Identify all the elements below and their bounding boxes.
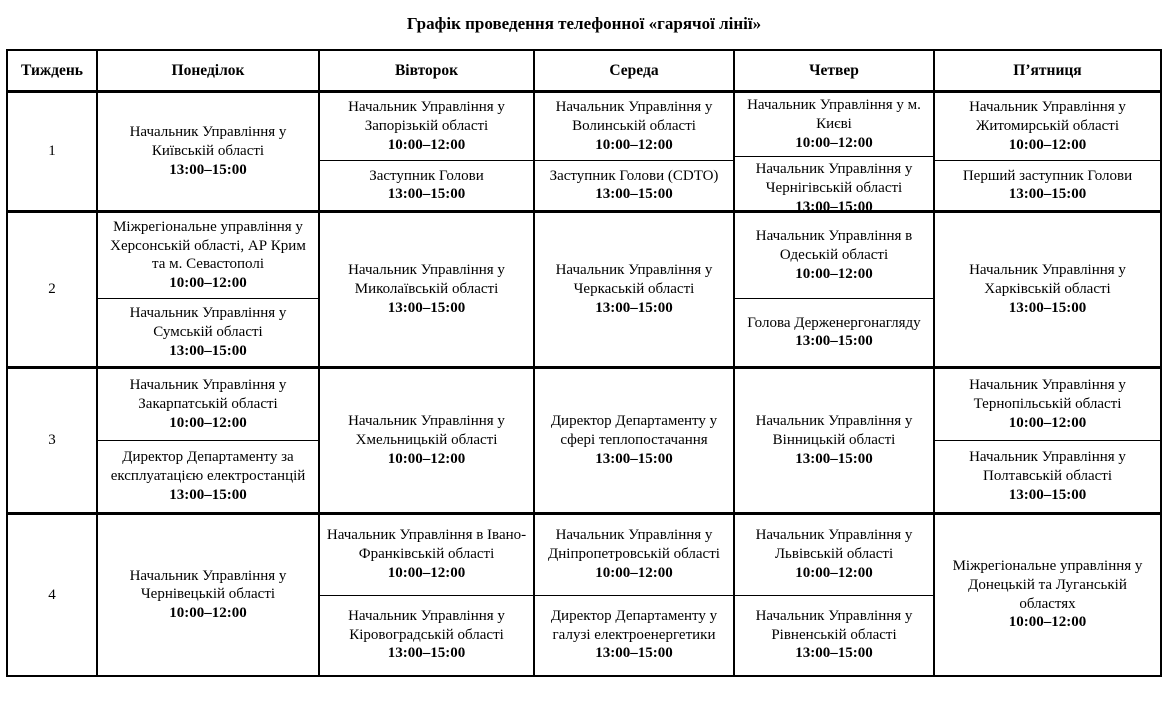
entry-person: Директор Департаменту у сфері теплопостачання	[550, 413, 718, 448]
entry-person: Заступник Голови (CDTO)	[549, 167, 719, 184]
entry-time: 10:00–12:00	[169, 605, 247, 621]
entry-time: 10:00–12:00	[795, 265, 873, 282]
week-number-2: 2	[8, 213, 98, 369]
entry-time: 13:00–15:00	[169, 161, 247, 178]
schedule-entry	[98, 93, 318, 210]
entry-person: Начальник Управління у Сумській області	[129, 305, 287, 340]
schedule-entry	[320, 369, 533, 512]
schedule-entry	[935, 369, 1160, 440]
cell-week4-tuesday	[320, 515, 535, 675]
cell-week2-friday	[935, 213, 1160, 369]
schedule-entry	[735, 595, 933, 676]
header-monday: Понеділок	[98, 51, 320, 93]
entry-time: 10:00–12:00	[387, 450, 466, 467]
entry-person: Начальник Управління у Волинській області	[555, 99, 713, 134]
entry-person: Начальник Управління у Житомирській області	[969, 99, 1126, 134]
cell-week3-friday	[935, 369, 1160, 515]
cell-week1-tuesday	[320, 93, 535, 213]
entry-time: 13:00–15:00	[387, 186, 466, 203]
entry-time: 10:00–12:00	[595, 136, 673, 153]
schedule-entry	[320, 213, 533, 366]
cell-week3-tuesday	[320, 369, 535, 515]
entry-person: Начальник Управління у м. Києві	[747, 97, 921, 132]
schedule-entry	[535, 160, 733, 210]
week-number-1: 1	[8, 93, 98, 213]
schedule-entry	[98, 440, 318, 512]
schedule-entry	[935, 515, 1160, 675]
schedule-entry	[735, 93, 933, 156]
entry-time: 10:00–12:00	[795, 134, 873, 151]
cell-week2-tuesday	[320, 213, 535, 369]
entry-person: Начальник Управління в Одеській області	[755, 228, 913, 263]
entry-time: 10:00–12:00	[1008, 414, 1087, 431]
schedule-entry	[98, 213, 318, 298]
week-number-3: 3	[8, 369, 98, 515]
schedule-entry	[320, 160, 533, 210]
schedule-entry	[535, 93, 733, 160]
entry-time: 10:00–12:00	[795, 564, 873, 581]
entry-time: 13:00–15:00	[169, 486, 247, 503]
week-number-4: 4	[8, 515, 98, 675]
schedule-entry	[98, 369, 318, 440]
cell-week1-wednesday	[535, 93, 735, 213]
cell-week4-wednesday	[535, 515, 735, 675]
entry-person: Начальник Управління у Чернігівській області	[755, 161, 913, 196]
entry-person: Начальник Управління у Рівненській області	[755, 607, 913, 643]
schedule-entry	[535, 595, 733, 676]
entry-person: Начальник Управління у Миколаївській області	[348, 262, 505, 297]
cell-week2-wednesday	[535, 213, 735, 369]
entry-time: 13:00–15:00	[387, 299, 466, 316]
schedule-entry	[935, 440, 1160, 512]
cell-week2-thursday	[735, 213, 935, 369]
schedule-entry	[535, 369, 733, 512]
schedule-entry	[320, 515, 533, 595]
entry-person: Начальник Управління у Львівській області	[755, 527, 913, 562]
entry-time: 13:00–15:00	[1008, 186, 1087, 203]
cell-week4-thursday	[735, 515, 935, 675]
entry-time: 13:00–15:00	[795, 645, 873, 662]
schedule-entry	[98, 515, 318, 675]
entry-person: Начальник Управління в Івано-Франківській області	[326, 527, 527, 562]
entry-time: 13:00–15:00	[1008, 299, 1087, 316]
entry-time: 13:00–15:00	[387, 645, 466, 662]
entry-person: Начальник Управління у Чернівецькій області	[129, 567, 287, 603]
entry-time: 10:00–12:00	[1008, 136, 1087, 153]
schedule-entry	[735, 515, 933, 595]
entry-person: Начальник Управління у Полтавській області	[969, 449, 1126, 484]
header-wednesday: Середа	[535, 51, 735, 93]
entry-person: Начальник Управління у Кіровоградській області	[348, 607, 505, 643]
schedule-entry	[98, 298, 318, 366]
cell-week4-friday	[935, 515, 1160, 675]
schedule-entry	[735, 213, 933, 298]
entry-time: 10:00–12:00	[387, 564, 466, 581]
entry-time: 13:00–15:00	[169, 342, 247, 359]
cell-week1-thursday	[735, 93, 935, 213]
entry-time: 13:00–15:00	[595, 450, 673, 467]
entry-person: Директор Департаменту у галузі електроенергетики	[550, 607, 718, 643]
entry-person: Начальник Управління у Запорізькій області	[348, 99, 505, 134]
entry-time: 13:00–15:00	[595, 186, 673, 203]
schedule-entry	[735, 369, 933, 512]
entry-person: Міжрегіональне управління у Донецькій та Луганській областях	[952, 558, 1143, 612]
entry-person: Начальник Управління у Харківській області	[969, 262, 1126, 297]
entry-person: Директор Департаменту за експлуатацією електростанцій	[110, 449, 306, 484]
entry-person: Начальник Управління у Закарпатській області	[129, 377, 287, 412]
schedule-entry	[935, 93, 1160, 160]
entry-time: 10:00–12:00	[1008, 614, 1087, 631]
schedule-entry	[320, 595, 533, 676]
header-tuesday: Вівторок	[320, 51, 535, 93]
schedule-entry	[535, 213, 733, 366]
schedule-entry	[935, 160, 1160, 210]
entry-person: Міжрегіональне управління у Херсонській області, АР Крим та м. Севастополі	[110, 218, 306, 273]
entry-person: Перший заступник Голови	[962, 167, 1133, 184]
schedule-entry	[735, 156, 933, 220]
cell-week2-monday	[98, 213, 320, 369]
schedule-table	[6, 49, 1162, 677]
entry-person: Начальник Управління у Дніпропетровській області	[548, 527, 720, 562]
entry-time: 13:00–15:00	[595, 645, 673, 662]
schedule-entry	[935, 213, 1160, 366]
page-title: Графік проведення телефонної «гарячої лінії»	[406, 14, 762, 33]
entry-time: 10:00–12:00	[169, 414, 247, 431]
cell-week3-thursday	[735, 369, 935, 515]
entry-person: Начальник Управління у Тернопільській області	[969, 377, 1126, 412]
schedule-entry	[320, 93, 533, 160]
cell-week1-friday	[935, 93, 1160, 213]
entry-time: 13:00–15:00	[1008, 486, 1087, 503]
schedule-entry	[535, 515, 733, 595]
header-thursday: Четвер	[735, 51, 935, 93]
entry-person: Начальник Управління у Вінницькій області	[755, 413, 913, 448]
entry-person: Начальник Управління у Черкаській області	[555, 262, 713, 297]
entry-time: 13:00–15:00	[595, 299, 673, 316]
cell-week3-wednesday	[535, 369, 735, 515]
entry-time: 10:00–12:00	[595, 564, 673, 581]
entry-time: 13:00–15:00	[795, 450, 873, 467]
header-week: Тиждень	[8, 51, 98, 93]
entry-person: Заступник Голови	[369, 167, 484, 184]
entry-person: Голова Держенергонагляду	[747, 314, 921, 331]
cell-week4-monday	[98, 515, 320, 675]
entry-person: Начальник Управління у Київській області	[129, 124, 287, 159]
entry-time: 10:00–12:00	[169, 275, 247, 292]
cell-week1-monday	[98, 93, 320, 213]
entry-person: Начальник Управління у Хмельницькій області	[348, 413, 505, 448]
entry-time: 13:00–15:00	[795, 333, 873, 350]
cell-week3-monday	[98, 369, 320, 515]
entry-time: 10:00–12:00	[387, 136, 466, 153]
header-friday: П’ятниця	[935, 51, 1160, 93]
schedule-entry	[735, 298, 933, 366]
entry-time: 13:00–15:00	[795, 198, 873, 215]
